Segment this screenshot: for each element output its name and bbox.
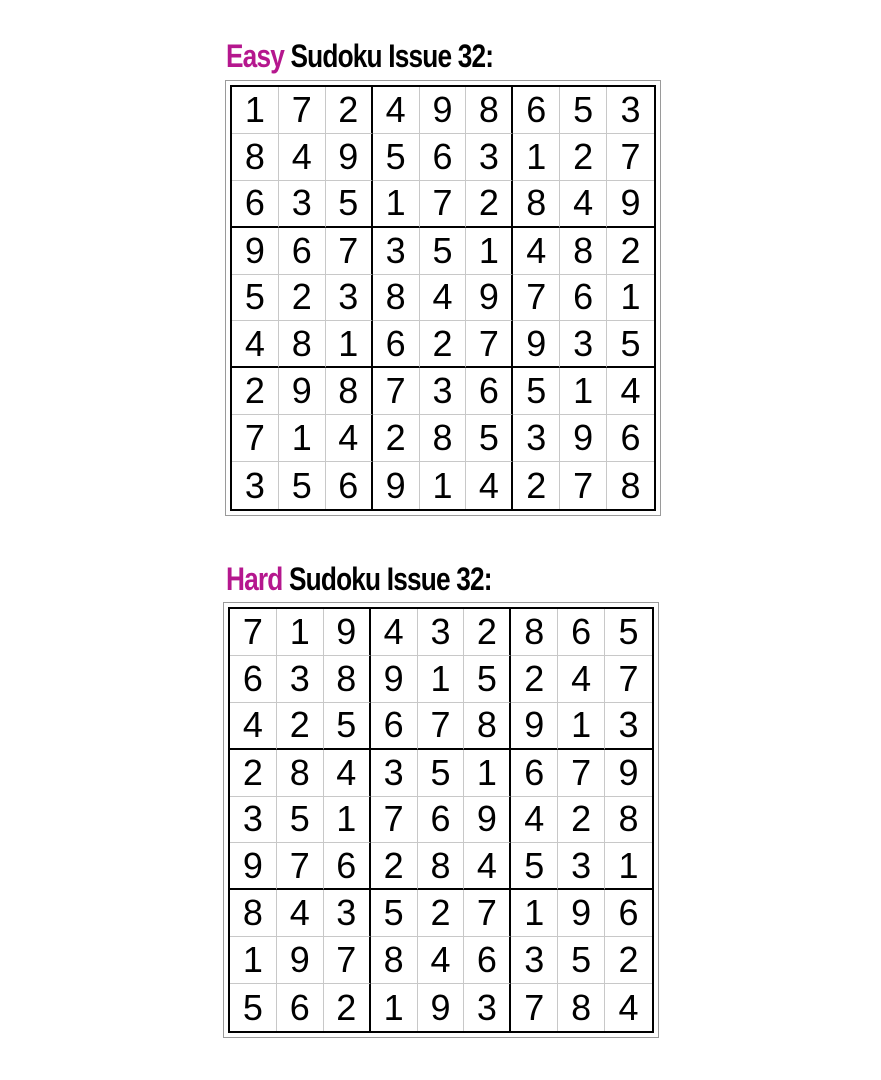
sudoku-cell: 3 [466, 134, 513, 181]
sudoku-cell: 4 [560, 181, 607, 228]
easy-puzzle-heading [226, 38, 493, 74]
sudoku-cell: 5 [420, 228, 467, 275]
sudoku-cell: 1 [277, 609, 324, 656]
sudoku-cell: 9 [605, 750, 652, 797]
sudoku-cell: 2 [560, 134, 607, 181]
sudoku-cell: 9 [558, 890, 605, 937]
sudoku-cell: 5 [373, 134, 420, 181]
sudoku-cell: 7 [466, 321, 513, 368]
sudoku-cell: 7 [420, 181, 467, 228]
sudoku-cell: 5 [279, 462, 326, 509]
sudoku-cell: 8 [466, 87, 513, 134]
sudoku-cell: 7 [373, 368, 420, 415]
sudoku-cell: 3 [326, 275, 373, 322]
sudoku-cell: 8 [418, 843, 465, 890]
sudoku-cell: 4 [326, 415, 373, 462]
sudoku-cell: 1 [324, 797, 371, 844]
sudoku-cell: 7 [513, 275, 560, 322]
sudoku-cell: 4 [607, 368, 654, 415]
sudoku-cell: 4 [232, 321, 279, 368]
sudoku-cell: 9 [513, 321, 560, 368]
sudoku-cell: 5 [232, 275, 279, 322]
sudoku-cell: 8 [558, 984, 605, 1031]
sudoku-cell: 6 [558, 609, 605, 656]
sudoku-cell: 6 [605, 890, 652, 937]
sudoku-cell: 8 [324, 656, 371, 703]
sudoku-cell: 3 [232, 462, 279, 509]
sudoku-cell: 8 [371, 937, 418, 984]
sudoku-cell: 1 [326, 321, 373, 368]
sudoku-cell: 2 [607, 228, 654, 275]
easy-puzzle-title: Sudoku Issue 32: [290, 38, 494, 74]
sudoku-cell: 5 [418, 750, 465, 797]
sudoku-cell: 6 [418, 797, 465, 844]
sudoku-cell: 4 [466, 462, 513, 509]
hard-level-label: Hard [226, 561, 283, 597]
sudoku-cell: 1 [607, 275, 654, 322]
sudoku-cell: 2 [371, 843, 418, 890]
sudoku-cell: 5 [605, 609, 652, 656]
sudoku-cell: 1 [418, 656, 465, 703]
sudoku-cell: 9 [373, 462, 420, 509]
sudoku-cell: 1 [513, 134, 560, 181]
sudoku-cell: 2 [605, 937, 652, 984]
sudoku-cell: 6 [232, 181, 279, 228]
sudoku-cell: 6 [326, 462, 373, 509]
sudoku-cell: 5 [326, 181, 373, 228]
sudoku-cell: 4 [511, 797, 558, 844]
sudoku-cell: 9 [466, 275, 513, 322]
sudoku-cell: 6 [466, 368, 513, 415]
sudoku-cell: 3 [605, 703, 652, 750]
sudoku-cell: 3 [277, 656, 324, 703]
sudoku-cell: 7 [605, 656, 652, 703]
sudoku-cell: 3 [279, 181, 326, 228]
easy-sudoku-grid [230, 85, 656, 511]
sudoku-cell: 1 [373, 181, 420, 228]
sudoku-cell: 1 [371, 984, 418, 1031]
sudoku-cell: 8 [420, 415, 467, 462]
sudoku-cell: 7 [418, 703, 465, 750]
sudoku-cell: 7 [326, 228, 373, 275]
sudoku-cell: 6 [279, 228, 326, 275]
sudoku-cell: 2 [420, 321, 467, 368]
sudoku-cell: 3 [420, 368, 467, 415]
sudoku-cell: 2 [373, 415, 420, 462]
sudoku-cell: 8 [605, 797, 652, 844]
sudoku-cell: 4 [513, 228, 560, 275]
sudoku-cell: 2 [511, 656, 558, 703]
sudoku-cell: 1 [560, 368, 607, 415]
sudoku-cell: 6 [277, 984, 324, 1031]
sudoku-cell: 5 [324, 703, 371, 750]
sudoku-cell: 3 [511, 937, 558, 984]
sudoku-cell: 2 [466, 181, 513, 228]
sudoku-cell: 6 [373, 321, 420, 368]
sudoku-cell: 6 [607, 415, 654, 462]
sudoku-cell: 2 [558, 797, 605, 844]
sudoku-cell: 5 [558, 937, 605, 984]
sudoku-cell: 3 [464, 984, 511, 1031]
sudoku-cell: 6 [371, 703, 418, 750]
sudoku-cell: 1 [605, 843, 652, 890]
sudoku-cell: 9 [607, 181, 654, 228]
sudoku-cell: 9 [232, 228, 279, 275]
sudoku-cell: 9 [371, 656, 418, 703]
sudoku-cell: 1 [232, 87, 279, 134]
sudoku-cell: 4 [279, 134, 326, 181]
sudoku-cell: 8 [326, 368, 373, 415]
sudoku-cell: 4 [277, 890, 324, 937]
sudoku-cell: 7 [558, 750, 605, 797]
sudoku-cell: 5 [277, 797, 324, 844]
sudoku-cell: 1 [464, 750, 511, 797]
sudoku-cell: 3 [230, 797, 277, 844]
sudoku-cell: 9 [418, 984, 465, 1031]
easy-level-label: Easy [226, 38, 285, 74]
sudoku-cell: 7 [464, 890, 511, 937]
sudoku-cell: 8 [373, 275, 420, 322]
sudoku-cell: 8 [620, 464, 641, 506]
hard-sudoku-frame [223, 602, 659, 1038]
sudoku-cell: 7 [279, 87, 326, 134]
sudoku-cell: 8 [560, 228, 607, 275]
sudoku-cell: 5 [371, 890, 418, 937]
sudoku-cell: 6 [230, 656, 277, 703]
sudoku-cell: 6 [513, 87, 560, 134]
sudoku-cell: 7 [371, 797, 418, 844]
sudoku-cell: 2 [464, 609, 511, 656]
sudoku-cell: 4 [558, 656, 605, 703]
sudoku-cell: 2 [277, 703, 324, 750]
sudoku-cell: 1 [466, 228, 513, 275]
sudoku-cell: 5 [607, 321, 654, 368]
sudoku-cell: 2 [418, 890, 465, 937]
sudoku-cell: 7 [324, 937, 371, 984]
sudoku-cell: 2 [230, 750, 277, 797]
sudoku-cell: 5 [511, 843, 558, 890]
sudoku-cell: 3 [418, 609, 465, 656]
hard-puzzle-title: Sudoku Issue 32: [288, 561, 492, 597]
sudoku-cell: 9 [326, 134, 373, 181]
sudoku-cell: 9 [560, 415, 607, 462]
sudoku-cell: 9 [230, 843, 277, 890]
sudoku-cell: 5 [464, 656, 511, 703]
sudoku-cell: 6 [511, 750, 558, 797]
sudoku-cell: 8 [464, 703, 511, 750]
sudoku-cell: 2 [513, 462, 560, 509]
sudoku-cell: 2 [232, 368, 279, 415]
sudoku-cell: 7 [607, 134, 654, 181]
sudoku-cell: 2 [326, 87, 373, 134]
sudoku-cell: 4 [618, 986, 639, 1028]
sudoku-cell: 8 [279, 321, 326, 368]
sudoku-cell: 5 [466, 415, 513, 462]
sudoku-cell: 6 [324, 843, 371, 890]
easy-sudoku-frame [225, 80, 661, 516]
sudoku-cell: 7 [232, 415, 279, 462]
sudoku-cell: 8 [277, 750, 324, 797]
sudoku-cell: 7 [277, 843, 324, 890]
sudoku-cell: 8 [511, 609, 558, 656]
sudoku-cell: 6 [560, 275, 607, 322]
sudoku-cell: 6 [420, 134, 467, 181]
sudoku-cell: 1 [420, 462, 467, 509]
sudoku-cell: 5 [513, 368, 560, 415]
sudoku-cell: 4 [324, 750, 371, 797]
sudoku-cell: 6 [464, 937, 511, 984]
sudoku-cell: 9 [511, 703, 558, 750]
sudoku-cell: 3 [373, 228, 420, 275]
sudoku-cell: 9 [324, 609, 371, 656]
hard-puzzle-heading [226, 561, 492, 597]
sudoku-cell: 8 [230, 890, 277, 937]
sudoku-cell: 7 [230, 609, 277, 656]
sudoku-cell: 5 [560, 87, 607, 134]
sudoku-cell: 3 [607, 87, 654, 134]
sudoku-cell: 4 [464, 843, 511, 890]
hard-sudoku-grid [228, 607, 654, 1033]
sudoku-cell: 2 [324, 984, 371, 1031]
sudoku-cell: 8 [232, 134, 279, 181]
sudoku-cell: 1 [279, 415, 326, 462]
sudoku-cell: 7 [560, 462, 607, 509]
sudoku-cell: 9 [420, 87, 467, 134]
sudoku-cell: 4 [418, 937, 465, 984]
sudoku-cell: 3 [371, 750, 418, 797]
sudoku-cell: 4 [373, 87, 420, 134]
sudoku-cell: 4 [230, 703, 277, 750]
sudoku-cell: 1 [230, 937, 277, 984]
sudoku-cell: 9 [464, 797, 511, 844]
sudoku-cell: 9 [279, 368, 326, 415]
sudoku-cell: 3 [560, 321, 607, 368]
sudoku-cell: 1 [511, 890, 558, 937]
sudoku-cell: 3 [324, 890, 371, 937]
sudoku-cell: 5 [230, 984, 277, 1031]
sudoku-cell: 4 [371, 609, 418, 656]
sudoku-cell: 1 [558, 703, 605, 750]
sudoku-cell: 7 [511, 984, 558, 1031]
sudoku-cell: 3 [513, 415, 560, 462]
sudoku-cell: 8 [513, 181, 560, 228]
sudoku-cell: 9 [277, 937, 324, 984]
sudoku-cell: 2 [279, 275, 326, 322]
sudoku-cell: 3 [558, 843, 605, 890]
sudoku-cell: 4 [420, 275, 467, 322]
